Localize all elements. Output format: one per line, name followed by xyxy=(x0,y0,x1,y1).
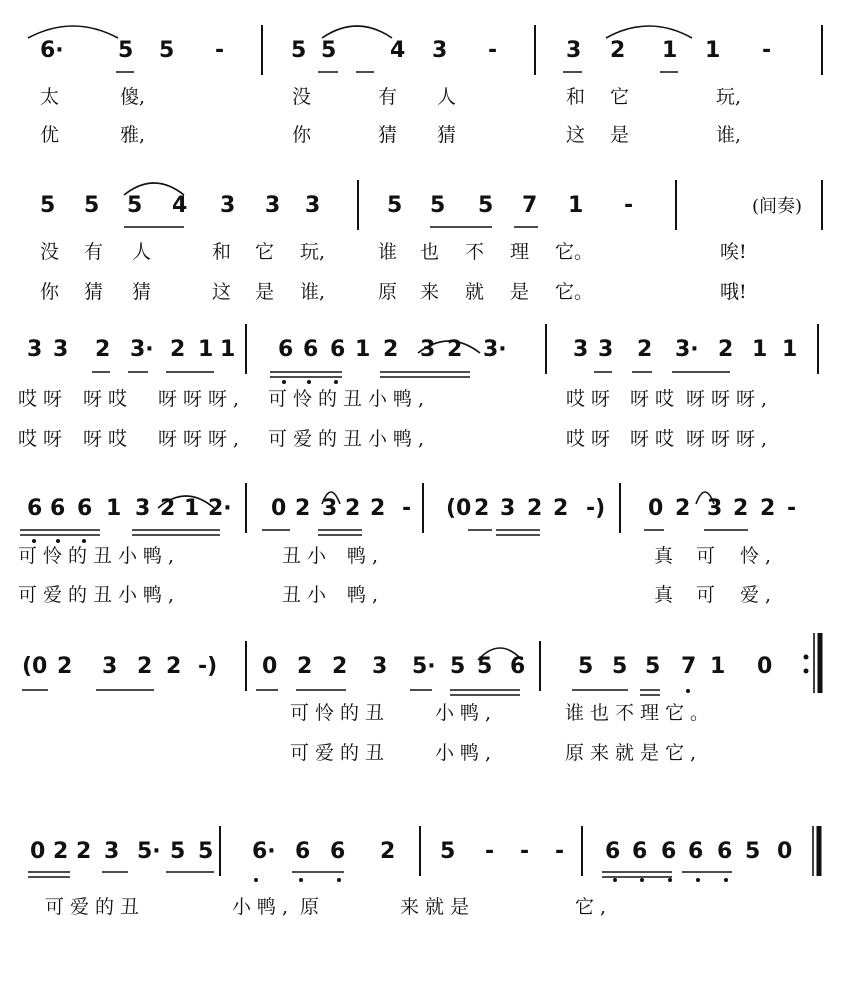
lyric-verse-2: 是 xyxy=(610,124,630,146)
note: 3 xyxy=(566,38,582,63)
lyric-verse-1: 可怜的丑 xyxy=(290,702,391,724)
note: 6 xyxy=(27,496,43,521)
lyric-verse-1: 唉! xyxy=(720,241,747,263)
note: 2 xyxy=(610,38,626,63)
note: 1 xyxy=(662,38,678,63)
note: 3 xyxy=(53,337,69,362)
lyric-verse-2: 是 xyxy=(255,281,275,303)
lyric-verse-1: 鸭, xyxy=(347,545,385,567)
note: 5· xyxy=(412,654,436,679)
lyric-verse-2: 哦! xyxy=(720,281,747,303)
lyric-verse-2: 猜 xyxy=(132,281,152,303)
note: 3 xyxy=(104,839,120,864)
octave-dot xyxy=(668,878,672,882)
lyric-verse-1: 呀哎 xyxy=(630,388,681,410)
slur xyxy=(606,26,692,38)
octave-dot xyxy=(299,878,303,882)
note: 3 xyxy=(27,337,43,362)
note: 1 xyxy=(184,496,200,521)
note: 6 xyxy=(717,839,733,864)
note: 2 xyxy=(160,496,176,521)
lyric-verse-1: 玩, xyxy=(300,241,326,263)
note: 2 xyxy=(345,496,361,521)
lyric-verse-1: 来就是 xyxy=(400,896,476,918)
lyric-verse-1: 真 xyxy=(654,545,674,567)
note: 3· xyxy=(483,337,507,362)
note: - xyxy=(555,839,565,864)
note: 4 xyxy=(390,38,406,63)
note: 2 xyxy=(166,654,182,679)
lyric-verse-1: 它 xyxy=(610,86,630,108)
note: 1 xyxy=(106,496,122,521)
octave-dot xyxy=(640,878,644,882)
note: 0 xyxy=(757,654,773,679)
lyric-verse-1: 有 xyxy=(378,86,398,108)
note: 7 xyxy=(681,654,697,679)
note: 2 xyxy=(447,337,463,362)
lyric-verse-2: 呀呀呀, xyxy=(158,428,246,450)
note: 6· xyxy=(40,38,64,63)
lyric-verse-1: 谁也不理它。 xyxy=(565,702,716,724)
note: 6 xyxy=(278,337,294,362)
lyric-verse-2: 呀呀呀, xyxy=(686,428,774,450)
note: 7 xyxy=(522,193,538,218)
note: 6 xyxy=(295,839,311,864)
note: 0 xyxy=(30,839,46,864)
lyric-verse-1: 小鸭, xyxy=(232,896,295,918)
lyric-verse-1: 可 xyxy=(696,545,716,567)
score-row-4 xyxy=(18,483,796,606)
note: 2 xyxy=(474,496,490,521)
note: -) xyxy=(586,496,606,521)
octave-dot xyxy=(254,878,258,882)
note: 3 xyxy=(265,193,281,218)
note: 2 xyxy=(675,496,691,521)
lyric-verse-1: 人 xyxy=(437,86,457,108)
lyric-verse-1: 呀呀呀, xyxy=(686,388,774,410)
lyric-verse-2: 是 xyxy=(510,281,530,303)
lyric-verse-1: 小鸭, xyxy=(435,702,498,724)
note: 3 xyxy=(500,496,516,521)
score-row-3 xyxy=(18,324,818,450)
lyric-verse-1: 可爱的丑 xyxy=(45,896,146,918)
lyric-verse-2: 哎呀 xyxy=(18,428,69,450)
lyric-verse-1: 没 xyxy=(40,241,60,263)
note: 6· xyxy=(252,839,276,864)
note: 1 xyxy=(568,193,584,218)
note: 6 xyxy=(510,654,526,679)
note: 4 xyxy=(172,193,188,218)
lyric-verse-2: 丑小 xyxy=(282,584,333,606)
score-row-1 xyxy=(40,25,822,146)
lyric-verse-1: 玩, xyxy=(716,86,742,108)
note: 2 xyxy=(53,839,69,864)
note: 2· xyxy=(208,496,232,521)
note: 2 xyxy=(295,496,311,521)
note: 6 xyxy=(330,337,346,362)
note: 1 xyxy=(705,38,721,63)
octave-dot xyxy=(686,689,690,693)
note: 2 xyxy=(383,337,399,362)
note: (0 xyxy=(22,654,48,679)
lyric-verse-2: 谁, xyxy=(300,281,326,303)
lyric-verse-2: 可爱的丑小鸭, xyxy=(268,428,431,450)
lyric-verse-2: 谁, xyxy=(716,124,742,146)
note: 3 xyxy=(573,337,589,362)
lyric-verse-1: 呀呀呀, xyxy=(158,388,246,410)
repeat-dot xyxy=(804,655,809,660)
lyric-verse-1: 谁 xyxy=(378,241,398,263)
note: 2 xyxy=(637,337,653,362)
octave-dot xyxy=(724,878,728,882)
note: 5 xyxy=(745,839,761,864)
note: 5 xyxy=(84,193,100,218)
note: 6 xyxy=(303,337,319,362)
note: 2 xyxy=(733,496,749,521)
note: 2 xyxy=(718,337,734,362)
note: 5 xyxy=(430,193,446,218)
note: 3 xyxy=(707,496,723,521)
octave-dot xyxy=(32,539,36,543)
lyric-verse-2: 优 xyxy=(40,124,60,146)
octave-dot xyxy=(613,878,617,882)
note: - xyxy=(762,38,772,63)
note: 3 xyxy=(372,654,388,679)
lyric-verse-1: 哎呀 xyxy=(18,388,69,410)
lyric-verse-2: 来 xyxy=(420,281,440,303)
lyric-verse-1: 也 xyxy=(420,241,440,263)
note: - xyxy=(787,496,797,521)
lyric-verse-2: 这 xyxy=(212,281,232,303)
note: - xyxy=(488,38,498,63)
lyric-verse-1: 它 xyxy=(255,241,275,263)
note: 2 xyxy=(332,654,348,679)
lyric-verse-1: 不 xyxy=(465,241,485,263)
lyric-verse-1: 它。 xyxy=(555,241,594,263)
note: 3· xyxy=(130,337,154,362)
note: 5 xyxy=(127,193,143,218)
octave-dot xyxy=(334,380,338,384)
note: 5 xyxy=(159,38,175,63)
lyric-verse-1: 傻, xyxy=(120,86,146,108)
note: 5 xyxy=(450,654,466,679)
octave-dot xyxy=(307,380,311,384)
note: - xyxy=(485,839,495,864)
note: 5 xyxy=(612,654,628,679)
note: 6 xyxy=(77,496,93,521)
note: 5 xyxy=(291,38,307,63)
note: 2 xyxy=(95,337,111,362)
note: 3 xyxy=(220,193,236,218)
note: 0 xyxy=(648,496,664,521)
lyric-verse-2: 呀哎 xyxy=(83,428,134,450)
note: 0 xyxy=(262,654,278,679)
lyric-verse-2: 鸭, xyxy=(347,584,385,606)
note: 0 xyxy=(271,496,287,521)
lyric-verse-1: 可怜的丑小鸭, xyxy=(18,545,181,567)
note: (0 xyxy=(446,496,472,521)
note: - xyxy=(402,496,412,521)
note: 2 xyxy=(760,496,776,521)
note: - xyxy=(215,38,225,63)
lyric-verse-1: 丑小 xyxy=(282,545,333,567)
note: 2 xyxy=(170,337,186,362)
lyric-verse-1: 它, xyxy=(575,896,613,918)
score-row-5 xyxy=(22,633,820,764)
lyric-verse-2: 猜 xyxy=(84,281,104,303)
note: 6 xyxy=(632,839,648,864)
note: 2 xyxy=(297,654,313,679)
lyric-verse-2: 你 xyxy=(40,281,60,303)
lyric-verse-2: 猜 xyxy=(378,124,398,146)
note: 3 xyxy=(420,337,436,362)
lyric-verse-2: 可 xyxy=(696,584,716,606)
note: 6 xyxy=(688,839,704,864)
note: 6 xyxy=(605,839,621,864)
note: 2 xyxy=(380,839,396,864)
note: - xyxy=(624,193,634,218)
note: 3 xyxy=(102,654,118,679)
lyric-verse-1: 和 xyxy=(212,241,232,263)
interlude-label: (间奏) xyxy=(752,196,803,217)
note: 5 xyxy=(198,839,214,864)
note: 6 xyxy=(661,839,677,864)
lyric-verse-2: 原 xyxy=(378,281,398,303)
note: 1 xyxy=(710,654,726,679)
lyric-verse-1: 理 xyxy=(510,241,530,263)
lyric-verse-2: 就 xyxy=(465,281,485,303)
note: 6 xyxy=(50,496,66,521)
note: 2 xyxy=(137,654,153,679)
lyric-verse-2: 这 xyxy=(566,124,586,146)
note: 2 xyxy=(527,496,543,521)
lyric-verse-2: 呀哎 xyxy=(630,428,681,450)
octave-dot xyxy=(82,539,86,543)
lyric-verse-1: 呀哎 xyxy=(83,388,134,410)
note: 2 xyxy=(553,496,569,521)
note: 5 xyxy=(645,654,661,679)
note: 1 xyxy=(355,337,371,362)
note: 5 xyxy=(478,193,494,218)
octave-dot xyxy=(337,878,341,882)
lyric-verse-1: 和 xyxy=(566,86,586,108)
note: 3 xyxy=(305,193,321,218)
note: 6 xyxy=(330,839,346,864)
lyric-verse-1: 原 xyxy=(300,896,320,918)
repeat-dot xyxy=(804,669,809,674)
note: 5 xyxy=(578,654,594,679)
note: 3 xyxy=(135,496,151,521)
note: 2 xyxy=(370,496,386,521)
lyric-verse-2: 真 xyxy=(654,584,674,606)
note: -) xyxy=(198,654,218,679)
lyric-verse-1: 可怜的丑小鸭, xyxy=(268,388,431,410)
note: - xyxy=(520,839,530,864)
lyric-verse-2: 哎呀 xyxy=(566,428,617,450)
lyric-verse-2: 它。 xyxy=(555,281,594,303)
note: 5 xyxy=(477,654,493,679)
lyric-verse-2: 你 xyxy=(292,124,312,146)
note: 1 xyxy=(220,337,236,362)
lyric-verse-2: 可爱的丑小鸭, xyxy=(18,584,181,606)
slur xyxy=(322,26,392,38)
note: 3 xyxy=(598,337,614,362)
lyric-verse-1: 太 xyxy=(40,86,60,108)
note: 5 xyxy=(118,38,134,63)
score-row-2 xyxy=(40,180,822,303)
lyric-verse-1: 没 xyxy=(292,86,312,108)
note: 5· xyxy=(137,839,161,864)
lyric-verse-2: 爱, xyxy=(740,584,778,606)
slur xyxy=(28,26,118,38)
lyric-verse-2: 小鸭, xyxy=(435,742,498,764)
lyric-verse-1: 怜, xyxy=(740,545,778,567)
note: 2 xyxy=(76,839,92,864)
note: 5 xyxy=(40,193,56,218)
octave-dot xyxy=(282,380,286,384)
lyric-verse-1: 哎呀 xyxy=(566,388,617,410)
note: 1 xyxy=(752,337,768,362)
lyric-verse-2: 可爱的丑 xyxy=(290,742,391,764)
note: 5 xyxy=(440,839,456,864)
note: 3· xyxy=(675,337,699,362)
note: 3 xyxy=(432,38,448,63)
lyric-verse-2: 猜 xyxy=(437,124,457,146)
lyric-verse-1: 人 xyxy=(132,241,152,263)
note: 5 xyxy=(321,38,337,63)
note: 1 xyxy=(782,337,798,362)
note: 0 xyxy=(777,839,793,864)
lyric-verse-2: 原来就是它, xyxy=(565,742,703,764)
note: 3 xyxy=(322,496,338,521)
lyric-verse-1: 有 xyxy=(84,241,104,263)
note: 5 xyxy=(387,193,403,218)
octave-dot xyxy=(696,878,700,882)
lyric-verse-2: 雅, xyxy=(120,124,146,146)
note: 5 xyxy=(170,839,186,864)
octave-dot xyxy=(56,539,60,543)
note: 1 xyxy=(198,337,214,362)
note: 2 xyxy=(57,654,73,679)
